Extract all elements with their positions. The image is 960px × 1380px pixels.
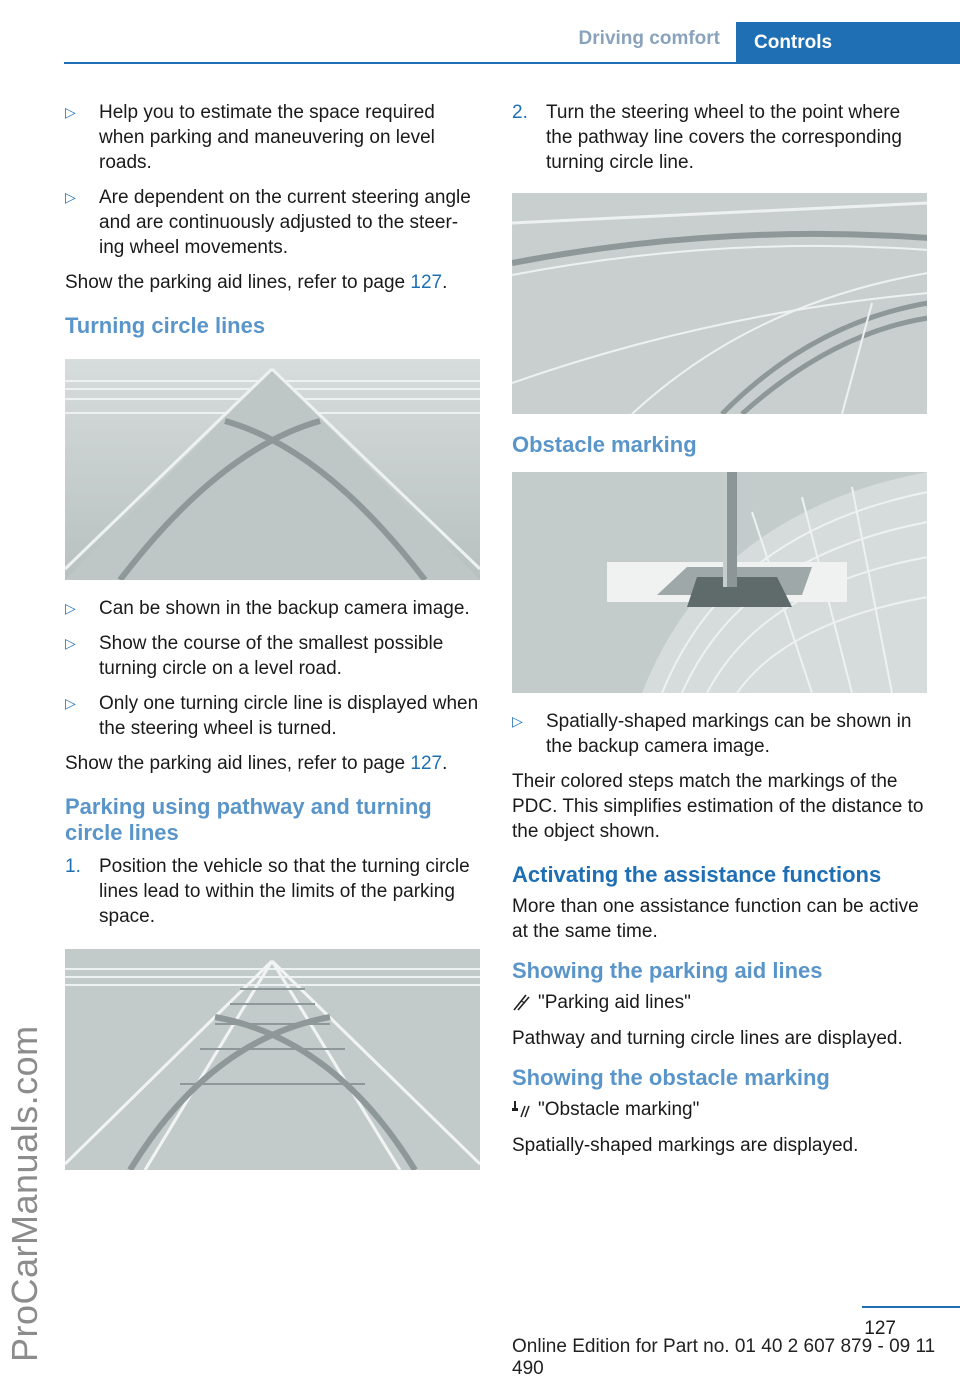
heading-obstacle-marking: Obstacle marking [512,432,697,457]
obstacle-description: Their colored steps match the markings of the PDC. This simplifies estimation of the distance to the object shown. [512,771,924,842]
footer-rule [862,1306,960,1308]
bullet-icon: ▷ [65,600,76,616]
steering-figure [512,193,927,414]
page-link[interactable]: 127 [410,753,443,774]
bullet-icon: ▷ [65,695,76,711]
step-2: 2. Turn the steering wheel to the point where the pathway line covers the corresponding turning circle line. [512,102,902,173]
bullet-icon: ▷ [65,104,76,120]
list-item: ▷ Can be shown in the backup camera image. [65,598,470,619]
watermark: ProCarManuals.com [4,1025,45,1362]
list-item: ▷ Show the course of the smallest possible turning circle on a level road. [65,633,444,679]
bullet-icon: ▷ [512,713,523,729]
parking-result: Pathway and turning circle lines are displayed. [512,1028,903,1049]
bullet-icon: ▷ [65,635,76,651]
heading-show-obstacle: Showing the obstacle marking [512,1065,830,1090]
pathway-figure [65,949,480,1170]
page-link[interactable]: 127 [410,272,443,293]
turning-circle-figure [65,359,480,580]
list-item: ▷ Spatially-shaped markings can be shown in the backup camera image. [512,711,912,757]
obstacle-figure [512,472,927,693]
activating-description: More than one assistance function can be active at the same time. [512,896,919,942]
list-item: ▷ Only one turning circle line is displayed when the steering wheel is turned. [65,693,479,739]
list-item: ▷ Are dependent on the current steering angle and are continuously adjusted to the steer-ing wheel movements. [65,187,471,258]
page-number: 127 [864,1318,896,1339]
heading-turning-circle: Turning circle lines [65,313,266,338]
list-item: ▷ Help you to estimate the space required when parking and maneuvering on level roads. [65,102,435,173]
header-section: Driving comfort [578,28,720,49]
bullet-icon: ▷ [65,189,76,205]
left-column [65,100,480,1186]
parking-aid-lines-icon [512,993,534,1018]
obstacle-marking-menu-item[interactable]: "Obstacle marking" [512,1097,928,1125]
parking-aid-menu-item[interactable]: "Parking aid lines" [512,990,928,1018]
page-reference: Show the parking aid lines, refer to page 127. [65,272,448,293]
heading-parking-pathway: Parking using pathway and turning circle lines [65,794,432,845]
edition-line: Online Edition for Part no. 01 40 2 607 879 - 09 11 490 [512,1336,936,1379]
heading-show-parking-lines: Showing the parking aid lines [512,958,823,983]
obstacle-result: Spatially-shaped markings are displayed. [512,1135,859,1156]
heading-activating: Activating the assistance functions [512,862,882,887]
step-1: 1. Position the vehicle so that the turning circle lines lead to within the limits of the parking space. [65,856,470,927]
header-tab-controls: Controls [736,22,960,64]
obstacle-marking-icon [512,1100,534,1125]
right-column [512,100,928,1170]
page-reference: Show the parking aid lines, refer to page 127. [65,753,448,774]
